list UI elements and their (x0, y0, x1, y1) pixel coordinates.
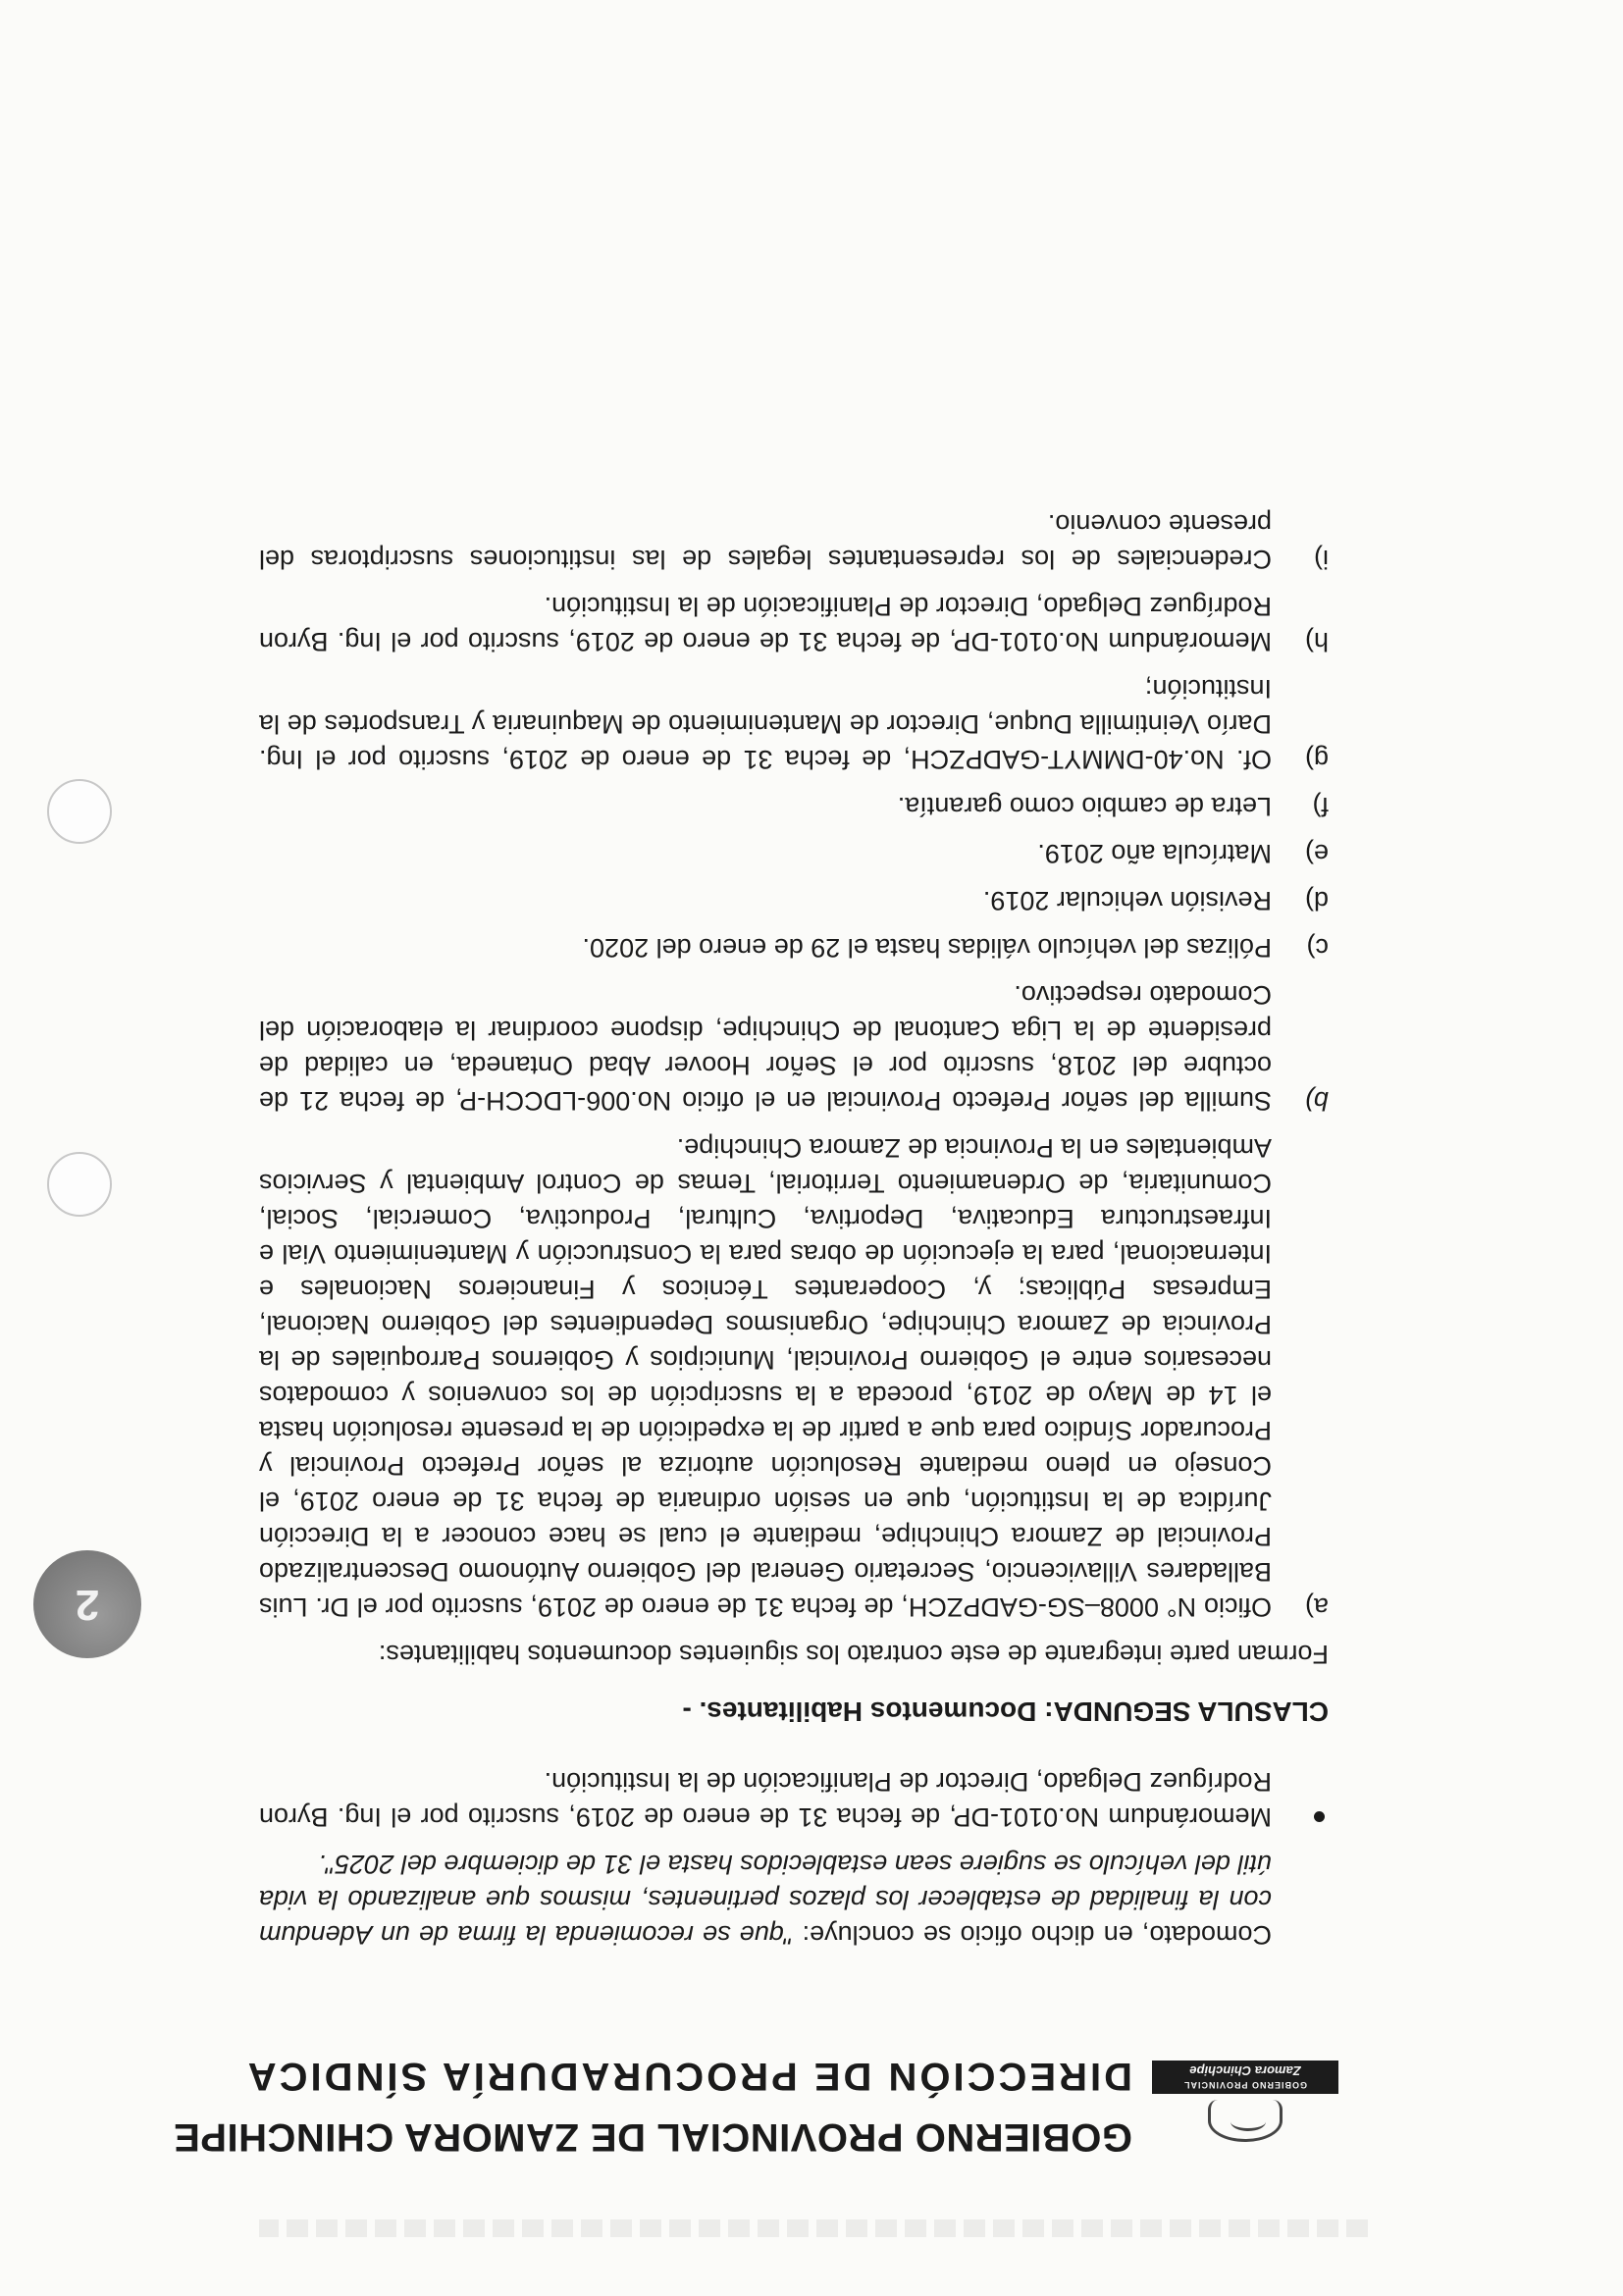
list-item (259, 506, 1329, 577)
letterhead-title: GOBIERNO PROVINCIAL DE ZAMORA CHINCHIPE (173, 2115, 1132, 2159)
item-text: Letra de cambio como garantía. (897, 792, 1272, 821)
logo-line-2: Zamora Chinchipe (1189, 2063, 1301, 2079)
item-text: Oficio N° 0008–SG-GADPZCH, de fecha 31 de enero de 2019, suscrito por el Dr. Luis Balladares Villavicencio, Secretario General del Gobierno Autónomo Descentralizado Provincial de Zamora Chinchipe, mediante el cual se hace conocer a la Dirección Jurídica de la Institución, que en sesión ordinaria de fecha 31 de enero 2019, el Consejo en pleno mediante Resolución autoriza al señor Prefecto Provincial y Procurador Síndico para que a partir de la expedición de la presente resolución hasta el 14 de Mayo de 2019, proceda a la suscripción de los convenios y comodatos necesarios entre el Gobierno Provincial, Municipios y Gobiernos Parroquiales de la Provincia de Zamora Chinchipe, Organismos Dependientes del Gobierno Nacional, Empresas Públicas; y, Cooperantes Técnicos y Financieros Nacionales e Internacional, para la ejecución de obras para la Construcción y Mantenimiento Vial e Infraestructura Educativa, Deportiva, Cultural, Productiva, Comercial, Social, Comunitaria, de Ordenamiento Territorial, Temas de Control Ambiental y Servicios Ambientales en la Provincia de Zamora Chinchipe. (259, 1133, 1272, 1622)
list-item (259, 930, 1329, 965)
item-text: Sumilla del señor Prefecto Provincial en el oficio No.006-LDCCH-P, de fecha 21 de octubre del 2018, suscrito por el Señor Hoover Abad Ontaneda, en calidad de presidente de la Liga Cantonal de Chinchipe, dispone coordinar la elaboración del Comodato respectivo. (259, 980, 1272, 1116)
item-marker: f) (1312, 792, 1329, 821)
document-body (259, 506, 1329, 1953)
item-text: Credenciales de los representantes legales de las instituciones suscriptoras del presente convenio. (259, 509, 1272, 574)
item-text: Revisión vehicular 2019. (982, 886, 1272, 915)
item-marker: b) (1304, 1086, 1329, 1116)
clause-title: CLASULA SEGUNDA: Documentos Habilitantes. - (682, 1696, 1329, 1727)
opening-quote: "que se recomienda la firma de un Adendum con la finalidad de establecer los plazos pertinentes, mismos que analizando la vida útil del vehículo se sugiere sean establecidos hasta el 31 de diciembre del 2025". (259, 1850, 1272, 1950)
bullet-text: Memorándum No.0101-DP, de fecha 31 de enero de 2019, suscrito por el Ing. Byron Rodríguez Delgado, Director de Planificación de la Institución. (259, 1767, 1272, 1832)
page-number-badge: 2 (33, 1550, 141, 1658)
item-marker: a) (1304, 1592, 1329, 1622)
punch-hole (47, 779, 112, 844)
item-text: Of. No.40-DMMYT-GADPZCH, de fecha 31 de enero de 2019, suscrito por el Ing. Darío Veintimilla Duque, Director de Mantenimiento de Maquinaria y Transportes de la Institución; (259, 674, 1272, 774)
item-marker: d) (1304, 886, 1329, 915)
institution-logo (1152, 2061, 1338, 2188)
list-item (259, 1764, 1329, 1835)
item-text: Pólizas del vehículo válidas hasta el 29 de enero del 2020. (582, 933, 1272, 963)
list-item (259, 883, 1329, 918)
item-text: Matrícula año 2019. (1037, 839, 1272, 868)
opening-paragraph (259, 1847, 1329, 1953)
list-item (259, 589, 1329, 659)
clause-intro: Forman parte integrante de este contrato los siguientes documentos habilitantes: (378, 1640, 1329, 1669)
bullet-icon (1314, 1811, 1325, 1822)
bleed-through-artifact (259, 2219, 1368, 2237)
list-item (259, 1130, 1329, 1625)
item-text: Memorándum No.0101-DP, de fecha 31 de enero de 2019, suscrito por el Ing. Byron Rodríguez Delgado, Director de Planificación de la Institución. (259, 592, 1272, 656)
item-marker: g) (1304, 745, 1329, 774)
item-marker: e) (1304, 839, 1329, 868)
opening-text: Comodato, en dicho oficio se concluye: (793, 1920, 1272, 1950)
list-item (259, 789, 1329, 824)
letterhead-subtitle: DIRECCIÓN DE PROCURADURÍA SÍNDICA (244, 2055, 1132, 2098)
item-marker: h) (1304, 627, 1329, 656)
punch-hole (47, 1152, 112, 1217)
item-marker: i) (1314, 545, 1329, 574)
logo-emblem-icon (1208, 2100, 1283, 2142)
logo-banner (1152, 2061, 1338, 2094)
logo-line-1: GOBIERNO PROVINCIAL (1183, 2080, 1308, 2091)
list-item (259, 836, 1329, 871)
list-item (259, 977, 1329, 1119)
list-item (259, 671, 1329, 777)
item-marker: c) (1306, 933, 1329, 963)
